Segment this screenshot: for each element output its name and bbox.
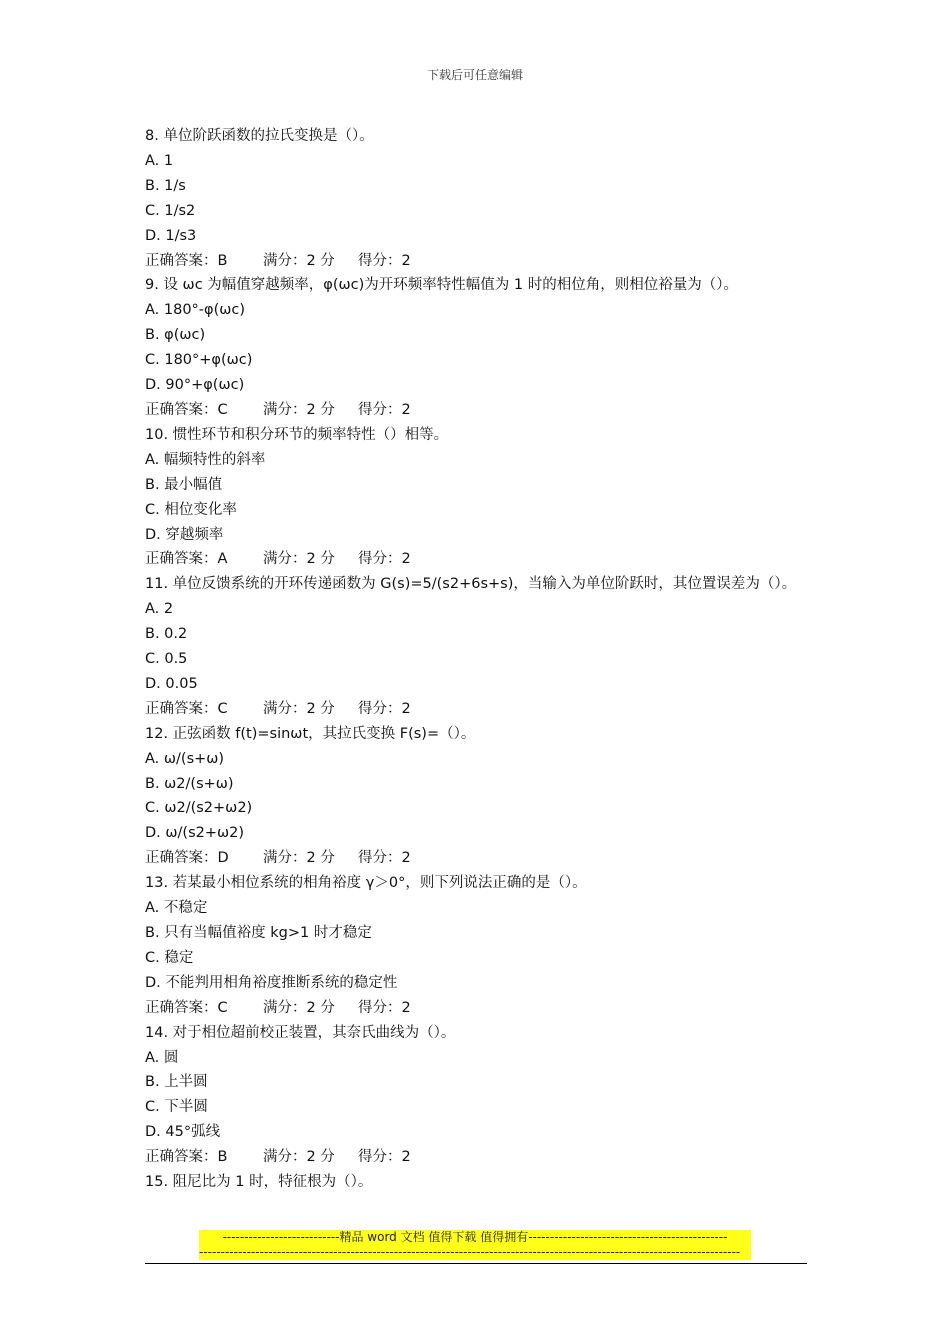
option-a: A. 180°-φ(ωc) bbox=[145, 302, 246, 319]
option-a: A. ω/(s+ω) bbox=[145, 750, 225, 767]
question-text: 14. 对于相位超前校正装置，其奈氏曲线为（）。 bbox=[145, 1024, 456, 1041]
answer-line bbox=[145, 1145, 810, 1170]
option-d: D. ω/(s2+ω2) bbox=[145, 825, 245, 842]
question-text: 10. 惯性环节和积分环节的频率特性（）相等。 bbox=[145, 426, 449, 443]
footer-promo-line: ---------------------------精品 word 文档 值得下载 值得拥有---------------------------------------------- bbox=[199, 1230, 751, 1245]
full-score: 满分：2 分 bbox=[263, 551, 335, 568]
correct-answer: 正确答案：C bbox=[145, 999, 228, 1016]
answer-line bbox=[145, 249, 810, 274]
question-text: 13. 若某最小相位系统的相角裕度 γ＞0°，则下列说法正确的是（）。 bbox=[145, 875, 587, 892]
correct-answer: 正确答案：A bbox=[145, 551, 228, 568]
full-score: 满分：2 分 bbox=[263, 252, 335, 269]
earned-score: 得分：2 bbox=[358, 1149, 411, 1166]
footer-rule bbox=[145, 1263, 807, 1264]
option-d: D. 90°+φ(ωc) bbox=[145, 377, 245, 394]
full-score: 满分：2 分 bbox=[263, 850, 335, 867]
answer-line bbox=[145, 846, 810, 871]
option-b: B. ω2/(s+ω) bbox=[145, 775, 234, 792]
earned-score: 得分：2 bbox=[358, 850, 411, 867]
option-d: D. 穿越频率 bbox=[145, 526, 224, 543]
option-a: A. 2 bbox=[145, 601, 174, 618]
question-list bbox=[145, 124, 810, 1195]
full-score: 满分：2 分 bbox=[263, 401, 335, 418]
earned-score: 得分：2 bbox=[358, 252, 411, 269]
earned-score: 得分：2 bbox=[358, 401, 411, 418]
option-c: C. ω2/(s2+ω2) bbox=[145, 800, 253, 817]
footer-dash-line: ----------------------------------------------------------------------------------------------------------------------------- bbox=[199, 1245, 751, 1260]
option-c: C. 1/s2 bbox=[145, 202, 196, 219]
option-c: C. 180°+φ(ωc) bbox=[145, 352, 253, 369]
option-a: A. 幅频特性的斜率 bbox=[145, 451, 266, 468]
answer-line bbox=[145, 398, 810, 423]
option-b: B. 0.2 bbox=[145, 626, 188, 643]
answer-line bbox=[145, 697, 810, 722]
option-b: B. 上半圆 bbox=[145, 1074, 208, 1091]
earned-score: 得分：2 bbox=[358, 551, 411, 568]
question-text: 9. 设 ωc 为幅值穿越频率，φ(ωc)为开环频率特性幅值为 1 时的相位角，则相位裕量为（）。 bbox=[145, 277, 738, 294]
question-text: 12. 正弦函数 f(t)=sinωt，其拉氏变换 F(s)=（）。 bbox=[145, 725, 476, 742]
option-a: A. 圆 bbox=[145, 1049, 179, 1066]
correct-answer: 正确答案：C bbox=[145, 700, 228, 717]
option-c: C. 0.5 bbox=[145, 651, 188, 668]
option-a: A. 1 bbox=[145, 152, 174, 169]
question-text: 15. 阻尼比为 1 时，特征根为（）。 bbox=[145, 1174, 373, 1191]
page-header: 下载后可任意编辑 bbox=[426, 68, 523, 82]
earned-score: 得分：2 bbox=[358, 999, 411, 1016]
option-c: C. 相位变化率 bbox=[145, 501, 237, 518]
correct-answer: 正确答案：D bbox=[145, 850, 229, 867]
correct-answer: 正确答案：B bbox=[145, 1149, 228, 1166]
option-b: B. 只有当幅值裕度 kg>1 时才稳定 bbox=[145, 925, 372, 941]
correct-answer: 正确答案：B bbox=[145, 252, 228, 269]
correct-answer: 正确答案：C bbox=[145, 401, 228, 418]
option-d: D. 45°弧线 bbox=[145, 1124, 221, 1141]
question-text: 11. 单位反馈系统的开环传递函数为 G(s)=5/(s2+6s+s)，当输入为单位阶跃时，其位置误差为（）。 bbox=[145, 576, 797, 593]
full-score: 满分：2 分 bbox=[263, 1149, 335, 1166]
option-b: B. φ(ωc) bbox=[145, 327, 206, 344]
option-c: C. 下半圆 bbox=[145, 1099, 208, 1116]
answer-line bbox=[145, 547, 810, 572]
option-d: D. 0.05 bbox=[145, 675, 198, 692]
full-score: 满分：2 分 bbox=[263, 700, 335, 717]
option-d: D. 1/s3 bbox=[145, 227, 197, 244]
earned-score: 得分：2 bbox=[358, 700, 411, 717]
option-a: A. 不稳定 bbox=[145, 900, 208, 917]
answer-line bbox=[145, 996, 810, 1021]
option-c: C. 稳定 bbox=[145, 949, 194, 966]
option-b: B. 最小幅值 bbox=[145, 476, 223, 493]
option-d: D. 不能判用相角裕度推断系统的稳定性 bbox=[145, 974, 398, 991]
question-text: 8. 单位阶跃函数的拉氏变换是（）。 bbox=[145, 128, 374, 144]
full-score: 满分：2 分 bbox=[263, 999, 335, 1016]
option-b: B. 1/s bbox=[145, 177, 186, 194]
page-footer bbox=[199, 1230, 751, 1260]
